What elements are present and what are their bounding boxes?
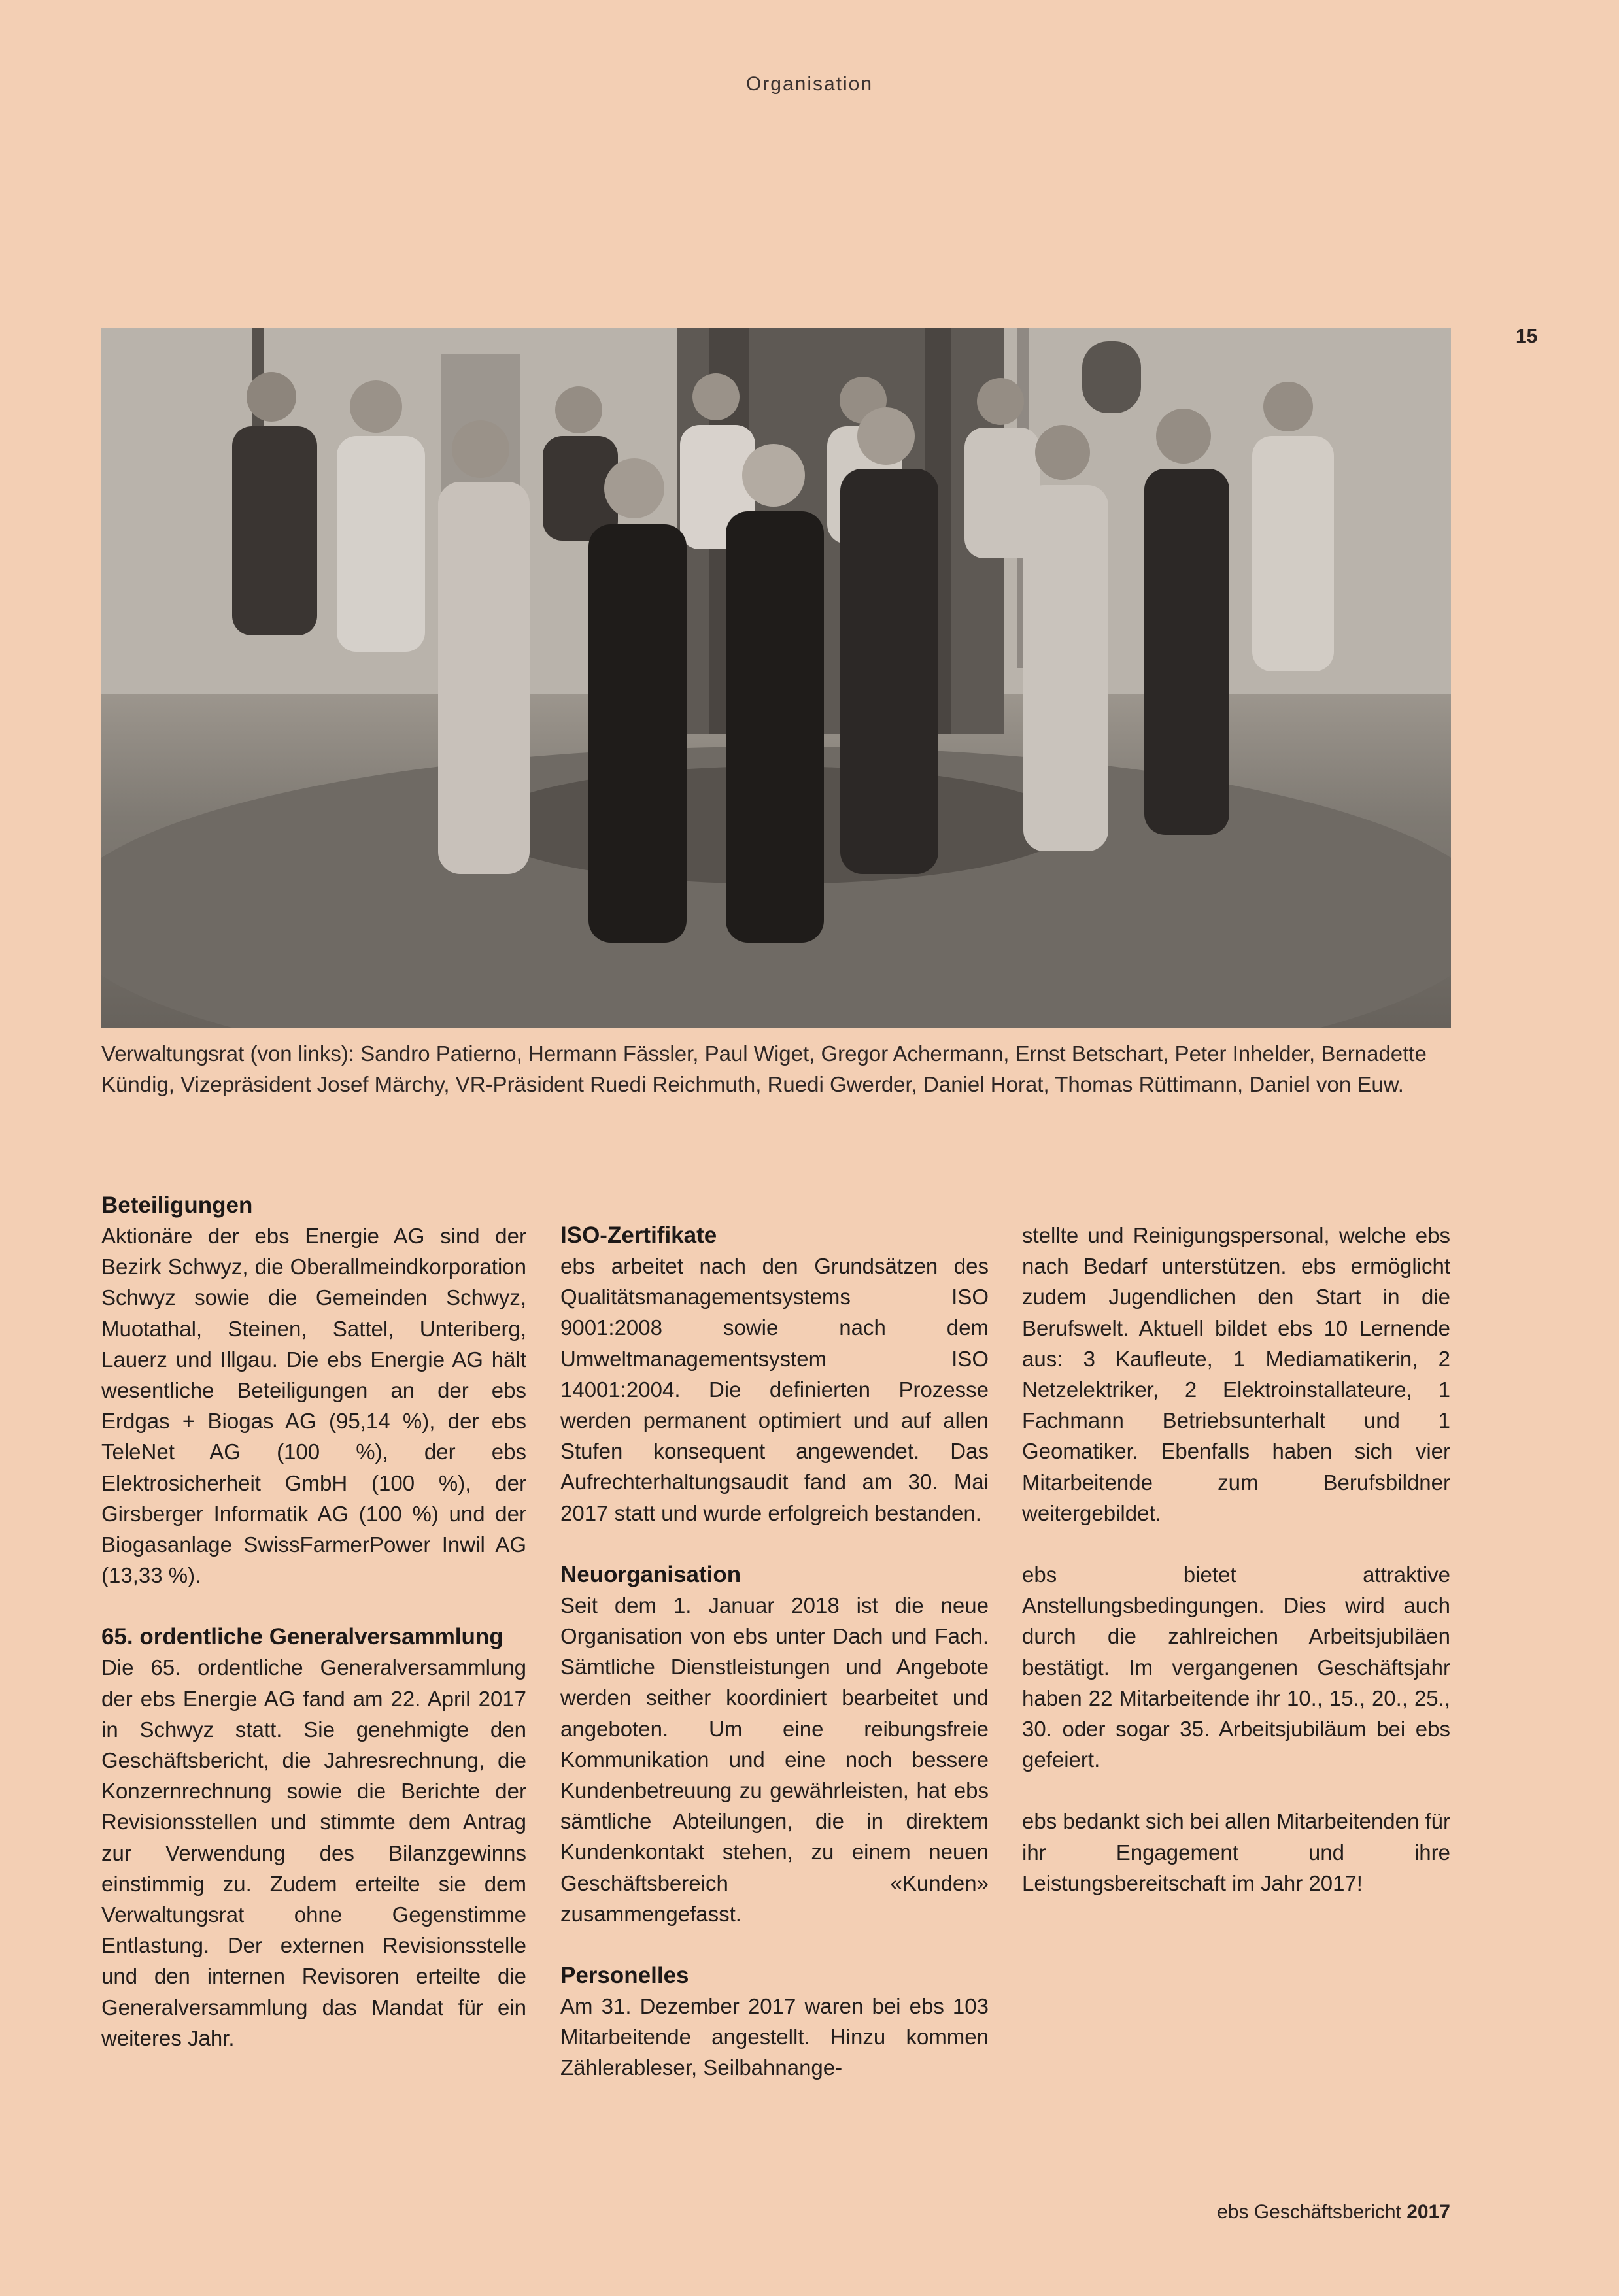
- group-photo-icon: [101, 328, 1451, 1028]
- text-beteiligungen: Aktionäre der ebs Energie AG sind der Bezirk Schwyz, die Oberallmeindkorporation Schwyz sowie die Gemeinden Schwyz, Muotathal, Steinen, Sattel, Unteriberg, Lauerz und Illgau. Die ebs Energie AG hält wesentliche Beteiligungen an der ebs Erdgas + Biogas AG (95,14 %), der ebs TeleNet AG (100 %), der ebs Elektrosicherheit GmbH (100 %), der Girsberger Informatik AG (100 %) und der Biogasanlage SwissFarmerPower Inwil AG (13,33 %).: [101, 1224, 526, 1588]
- page-header: Organisation: [745, 73, 874, 95]
- group-photo: [101, 328, 1451, 1028]
- text-personelles-d: ebs bedankt sich bei allen Mitarbeitenden für ihr Engagement und ihre Leistungsbereitschaft im Jahr 2017!: [1022, 1809, 1450, 1895]
- text-generalversammlung: Die 65. ordentliche Generalversammlung der ebs Energie AG fand am 22. April 2017 in Schwyz statt. Sie genehmigte den Geschäftsbericht, die Jahresrechnung, die Konzernrechnung sowie die Berichte der Revisionsstellen und stimmte dem Antrag zur Verwendung des Bilanzgewinns einstimmig zu. Zudem erteilte sie dem Verwaltungsrat ohne Gegenstimme Entlastung. Der externen Revisionsstelle und den internen Revisoren erteilte die Generalversammlung das Mandat für ein weiteres Jahr.: [101, 1655, 526, 2050]
- heading-beteiligungen: Beteiligungen: [101, 1192, 253, 1218]
- heading-iso: ISO-Zertifikate: [560, 1223, 717, 1248]
- page-footer: [1190, 2201, 1450, 2223]
- footer-year: 2017: [1406, 2201, 1450, 2223]
- heading-generalversammlung: 65. ordentliche Generalversammlung: [101, 1624, 503, 1650]
- column-3: [1022, 1220, 1450, 1899]
- footer-label: ebs Geschäftsbericht: [1217, 2201, 1407, 2223]
- heading-personelles: Personelles: [560, 1963, 689, 1989]
- photo-caption: Verwaltungsrat (von links): Sandro Patierno, Hermann Fässler, Paul Wiget, Gregor Achermann, Ernst Betschart, Peter Inhelder, Bernadette Kündig, Vizepräsident Josef Märchy, VR-Präsident Ruedi Reichmuth, Ruedi Gwerder, Daniel Horat, Thomas Rüttimann, Daniel von Euw.: [101, 1041, 1427, 1096]
- text-personelles-c: ebs bietet attraktive Anstellungsbedingungen. Dies wird auch durch die zahlreichen Arbeitsjubiläen bestätigt. Im vergangenen Geschäftsjahr haben 22 Mitarbeitende ihr 10., 15., 20., 25., 30. oder sogar 35. Arbeitsjubiläum bei ebs gefeiert.: [1022, 1562, 1450, 1772]
- page-number: 15: [1516, 326, 1538, 347]
- column-2: [560, 1220, 989, 2084]
- column-1: [101, 1190, 526, 2053]
- text-personelles-a: Am 31. Dezember 2017 waren bei ebs 103 Mitarbeitende angestellt. Hinzu kommen Zählerableser, Seilbahnange-: [560, 1994, 989, 2080]
- text-personelles-b: stellte und Reinigungspersonal, welche ebs nach Bedarf unterstützen. ebs ermöglicht zudem Jugendlichen den Start in die Berufswelt. Aktuell bildet ebs 10 Lernende aus: 3 Kaufleute, 1 Mediamatikerin, 2 Netzelektriker, 2 Elektroinstallateure, 1 Fachmann Betriebsunterhalt und 1 Geomatiker. Ebenfalls haben sich vier Mitarbeitende zum Berufsbildner weitergebildet.: [1022, 1223, 1450, 1525]
- text-neuorganisation: Seit dem 1. Januar 2018 ist die neue Organisation von ebs unter Dach und Fach. Sämtliche Dienstleistungen und Angebote werden seither koordiniert bearbeitet und angeboten. Um eine reibungsfreie Kommunikation und eine noch bessere Kundenbetreuung zu gewährleisten, hat ebs sämtliche Abteilungen, die in direktem Kundenkontakt stehen, zu einem neuen Geschäftsbereich «Kunden» zusammengefasst.: [560, 1593, 989, 1926]
- heading-neuorganisation: Neuorganisation: [560, 1561, 741, 1587]
- text-iso: ebs arbeitet nach den Grundsätzen des Qualitätsmanagementsystems ISO 9001:2008 sowie nach dem Umweltmanagementsystem ISO 14001:2004. Die definierten Prozesse werden permanent optimiert und auf allen Stufen konsequent angewendet. Das Aufrechterhaltungsaudit fand am 30. Mai 2017 statt und wurde erfolgreich bestanden.: [560, 1254, 989, 1525]
